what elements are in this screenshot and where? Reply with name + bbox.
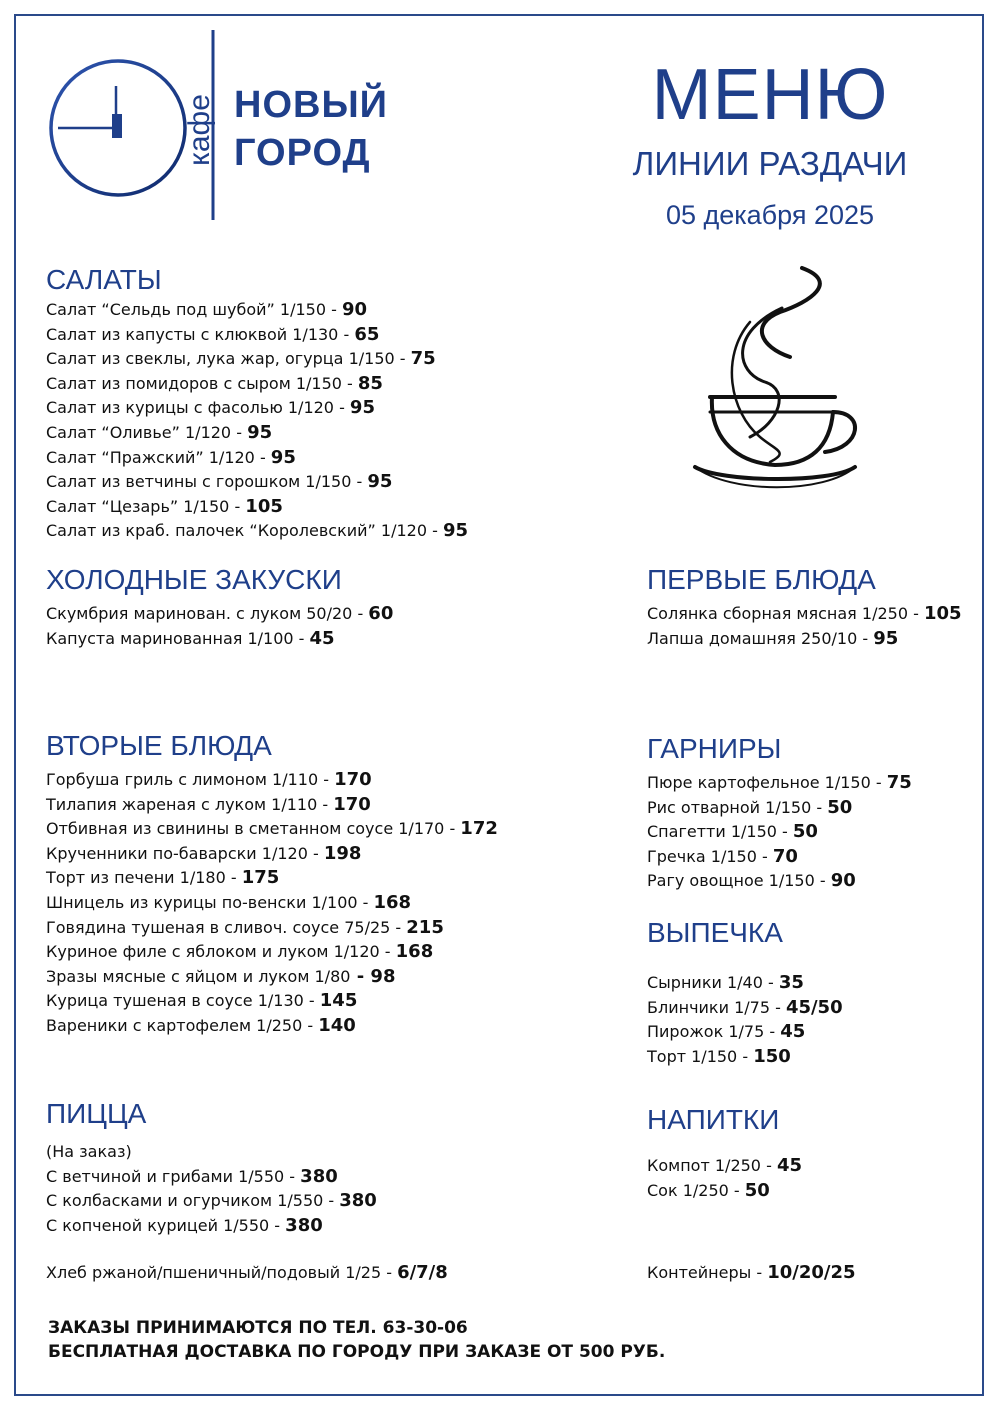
section-salads [46,262,468,544]
menu-item [647,602,962,627]
item-price: 65 [354,323,380,345]
item-name: Рис отварной 1/150 - [647,797,828,817]
item-name: Салат из помидоров с сыром 1/150 - [46,373,358,393]
item-price: 50 [792,821,818,843]
menu-item [46,627,393,652]
item-price: 140 [318,1014,356,1036]
item-name: Шницель из курицы по-венски 1/100 - [46,892,374,912]
item-price: 380 [285,1214,323,1236]
section-drinks [647,1102,802,1203]
menu-item [46,446,468,471]
menu-list [647,1154,802,1203]
item-name: Тилапия жареная с луком 1/110 - [46,794,334,814]
item-name: Говядина тушеная в сливоч. соусе 75/25 - [46,917,407,937]
menu-item [46,396,468,421]
menu-item [46,965,498,990]
menu-item [46,1189,377,1214]
item-name: Пирожок 1/75 - [647,1022,781,1042]
item-price: 60 [368,603,394,624]
item-name: Салат из свеклы, лука жар, огурца 1/150 - [46,349,411,369]
menu-item [647,971,843,996]
item-name: Курица тушеная в соусе 1/130 - [46,991,320,1011]
menu-item [46,989,498,1014]
item-price: 380 [300,1165,338,1187]
item-name: Горбуша гриль с лимоном 1/110 - [46,770,335,789]
item-price: 215 [406,916,444,938]
menu-item [46,768,498,793]
item-price: 70 [772,845,798,867]
section-garnish [647,731,912,894]
item-price: 168 [373,891,412,913]
item-price: 145 [319,990,358,1012]
menu-item [46,793,498,818]
item-name: Салат из капусты с клюквой 1/130 - [46,324,355,344]
menu-item [647,1154,802,1179]
item-name: Салат из ветчины с горошком 1/150 - [46,472,368,492]
item-name: Салат “Оливье” 1/120 - [46,422,248,442]
menu-item [46,1165,377,1190]
item-price: 50 [827,796,853,818]
section-title: ПЕРВЫЕ БЛЮДА [647,564,876,595]
item-name: Торт из печени 1/180 - [46,868,242,888]
menu-item [46,940,498,965]
menu-item [647,996,843,1021]
item-price: 175 [241,867,280,889]
item-price: 45/50 [785,996,843,1018]
page-subtitle: ЛИНИИ РАЗДАЧИ [632,145,908,182]
menu-item [647,771,912,796]
cafe-logo [48,30,408,230]
brand-name-line2: ГОРОД [234,132,371,174]
item-price: 45 [776,1155,802,1176]
item-price: 10/20/25 [767,1262,856,1283]
item-price: 95 [270,446,296,468]
menu-list [647,602,962,651]
menu-list [46,1165,377,1239]
pizza-note: (На заказ) [46,1142,132,1161]
item-name: Крученники по-баварски 1/120 - [46,843,324,863]
page-title: МЕНЮ [651,55,889,135]
menu-item [46,298,468,323]
section-title: ХОЛОДНЫЕ ЗАКУСКИ [46,564,342,595]
item-name: Капуста маринованная 1/100 - [46,628,310,648]
section-title: ВЫПЕЧКА [647,917,783,948]
item-name: С ветчиной и грибами 1/550 - [46,1166,301,1186]
brand-name-line1: НОВЫЙ [234,84,388,126]
item-name: Салат “Сельдь под шубой” 1/150 - [46,300,342,319]
item-name: Вареники с картофелем 1/250 - [46,1015,319,1035]
item-price: 95 [873,627,899,649]
item-name: Солянка сборная мясная 1/250 - [647,604,924,623]
footer-delivery: БЕСПЛАТНАЯ ДОСТАВКА ПО ГОРОДУ ПРИ ЗАКАЗЕ ОТ 500 РУБ. [48,1342,666,1362]
section-title: НАПИТКИ [647,1104,780,1135]
item-name: Зразы мясные с яйцом и луком 1/80 [46,966,351,986]
item-price: 168 [395,941,434,963]
section-pizza [46,1096,377,1238]
item-name: С колбасками и огурчиком 1/550 - [46,1191,340,1211]
footer-notice [48,1316,665,1364]
menu-item [46,1214,377,1239]
item-price: 85 [357,372,383,394]
menu-item [647,796,912,821]
item-name: Сырники 1/40 - [647,973,779,992]
item-name: Пюре картофельное 1/150 - [647,773,887,792]
item-price: 105 [923,603,962,624]
item-price: 45 [309,627,335,649]
section-title: ПИЦЦА [46,1098,147,1129]
section-title: ГАРНИРЫ [647,733,782,764]
menu-item [647,869,912,894]
menu-item [46,372,468,397]
item-price: 170 [334,769,372,790]
item-name: Скумбрия маринован. с луком 50/20 - [46,604,369,623]
item-price: 75 [886,772,912,793]
item-price: 105 [245,495,283,517]
item-name: Хлеб ржаной/пшеничный/подовый 1/25 - [46,1263,398,1282]
item-name: Гречка 1/150 - [647,846,773,866]
menu-item [46,817,498,842]
item-name: Салат из курицы с фасолью 1/120 - [46,398,350,418]
menu-item [647,1020,843,1045]
section-second-courses [46,728,498,1039]
item-name: С копченой курицей 1/550 - [46,1215,286,1235]
menu-list [46,298,468,544]
section-title: ВТОРЫЕ БЛЮДА [46,730,272,761]
item-price: 6/7/8 [397,1262,448,1283]
menu-item [46,421,468,446]
bread-item [46,1262,448,1283]
item-price: 35 [778,972,804,993]
menu-item [46,347,468,372]
menu-list [46,602,393,651]
section-bakery [647,915,843,1069]
menu-item [647,845,912,870]
item-price: 95 [367,471,393,493]
menu-item [647,1179,802,1204]
menu-item [46,916,498,941]
item-price: 150 [753,1045,791,1067]
item-name: Салат “Пражский” 1/120 - [46,447,271,467]
menu-item [46,842,498,867]
menu-item [46,866,498,891]
clock-logo-icon [48,30,408,230]
menu-item [46,602,393,627]
menu-item [46,323,468,348]
menu-item [46,470,468,495]
menu-item [647,820,912,845]
item-price: 75 [410,348,436,370]
item-name: Контейнеры - [647,1263,768,1282]
item-price: 45 [780,1021,806,1043]
item-price: - 98 [350,965,396,987]
item-price: 90 [341,299,368,320]
item-price: 95 [349,397,375,419]
item-name: Лапша домашняя 250/10 - [647,628,874,648]
menu-list [647,771,912,894]
menu-item [46,891,498,916]
containers-item [647,1262,856,1283]
item-price: 170 [333,793,371,815]
item-name: Спагетти 1/150 - [647,822,793,842]
item-name: Сок 1/250 - [647,1180,745,1200]
menu-list [46,768,498,1039]
section-first-courses [647,562,962,651]
menu-item [46,1014,498,1039]
item-name: Куриное филе с яблоком и луком 1/120 - [46,942,396,962]
menu-item [647,1045,843,1070]
item-price: 172 [460,818,498,840]
footer-phone: ЗАКАЗЫ ПРИНИМАЮТСЯ ПО ТЕЛ. 63-30-06 [48,1318,468,1338]
menu-date: 05 декабря 2025 [665,200,875,230]
item-name: Компот 1/250 - [647,1156,777,1175]
steaming-cup-icon [690,262,870,497]
item-name: Рагу овощное 1/150 - [647,871,831,891]
brand-prefix: кафе [183,94,216,166]
menu-item [46,495,468,520]
menu-item [647,627,962,652]
item-price: 95 [442,520,469,542]
item-name: Блинчики 1/75 - [647,997,786,1017]
item-name: Салат “Цезарь” 1/150 - [46,496,246,516]
item-name: Салат из краб. палочек “Королевский” 1/120 - [46,521,443,541]
section-title: САЛАТЫ [46,264,162,295]
item-price: 95 [247,421,273,443]
item-price: 90 [830,870,856,892]
section-cold-snacks [46,562,393,651]
item-price: 198 [323,842,362,864]
menu-item [46,519,468,544]
item-price: 50 [744,1179,770,1201]
item-price: 380 [339,1190,377,1212]
item-name: Отбивная из свинины в сметанном соусе 1/170 - [46,819,461,839]
item-name: Торт 1/150 - [647,1046,754,1066]
menu-list [647,971,843,1069]
